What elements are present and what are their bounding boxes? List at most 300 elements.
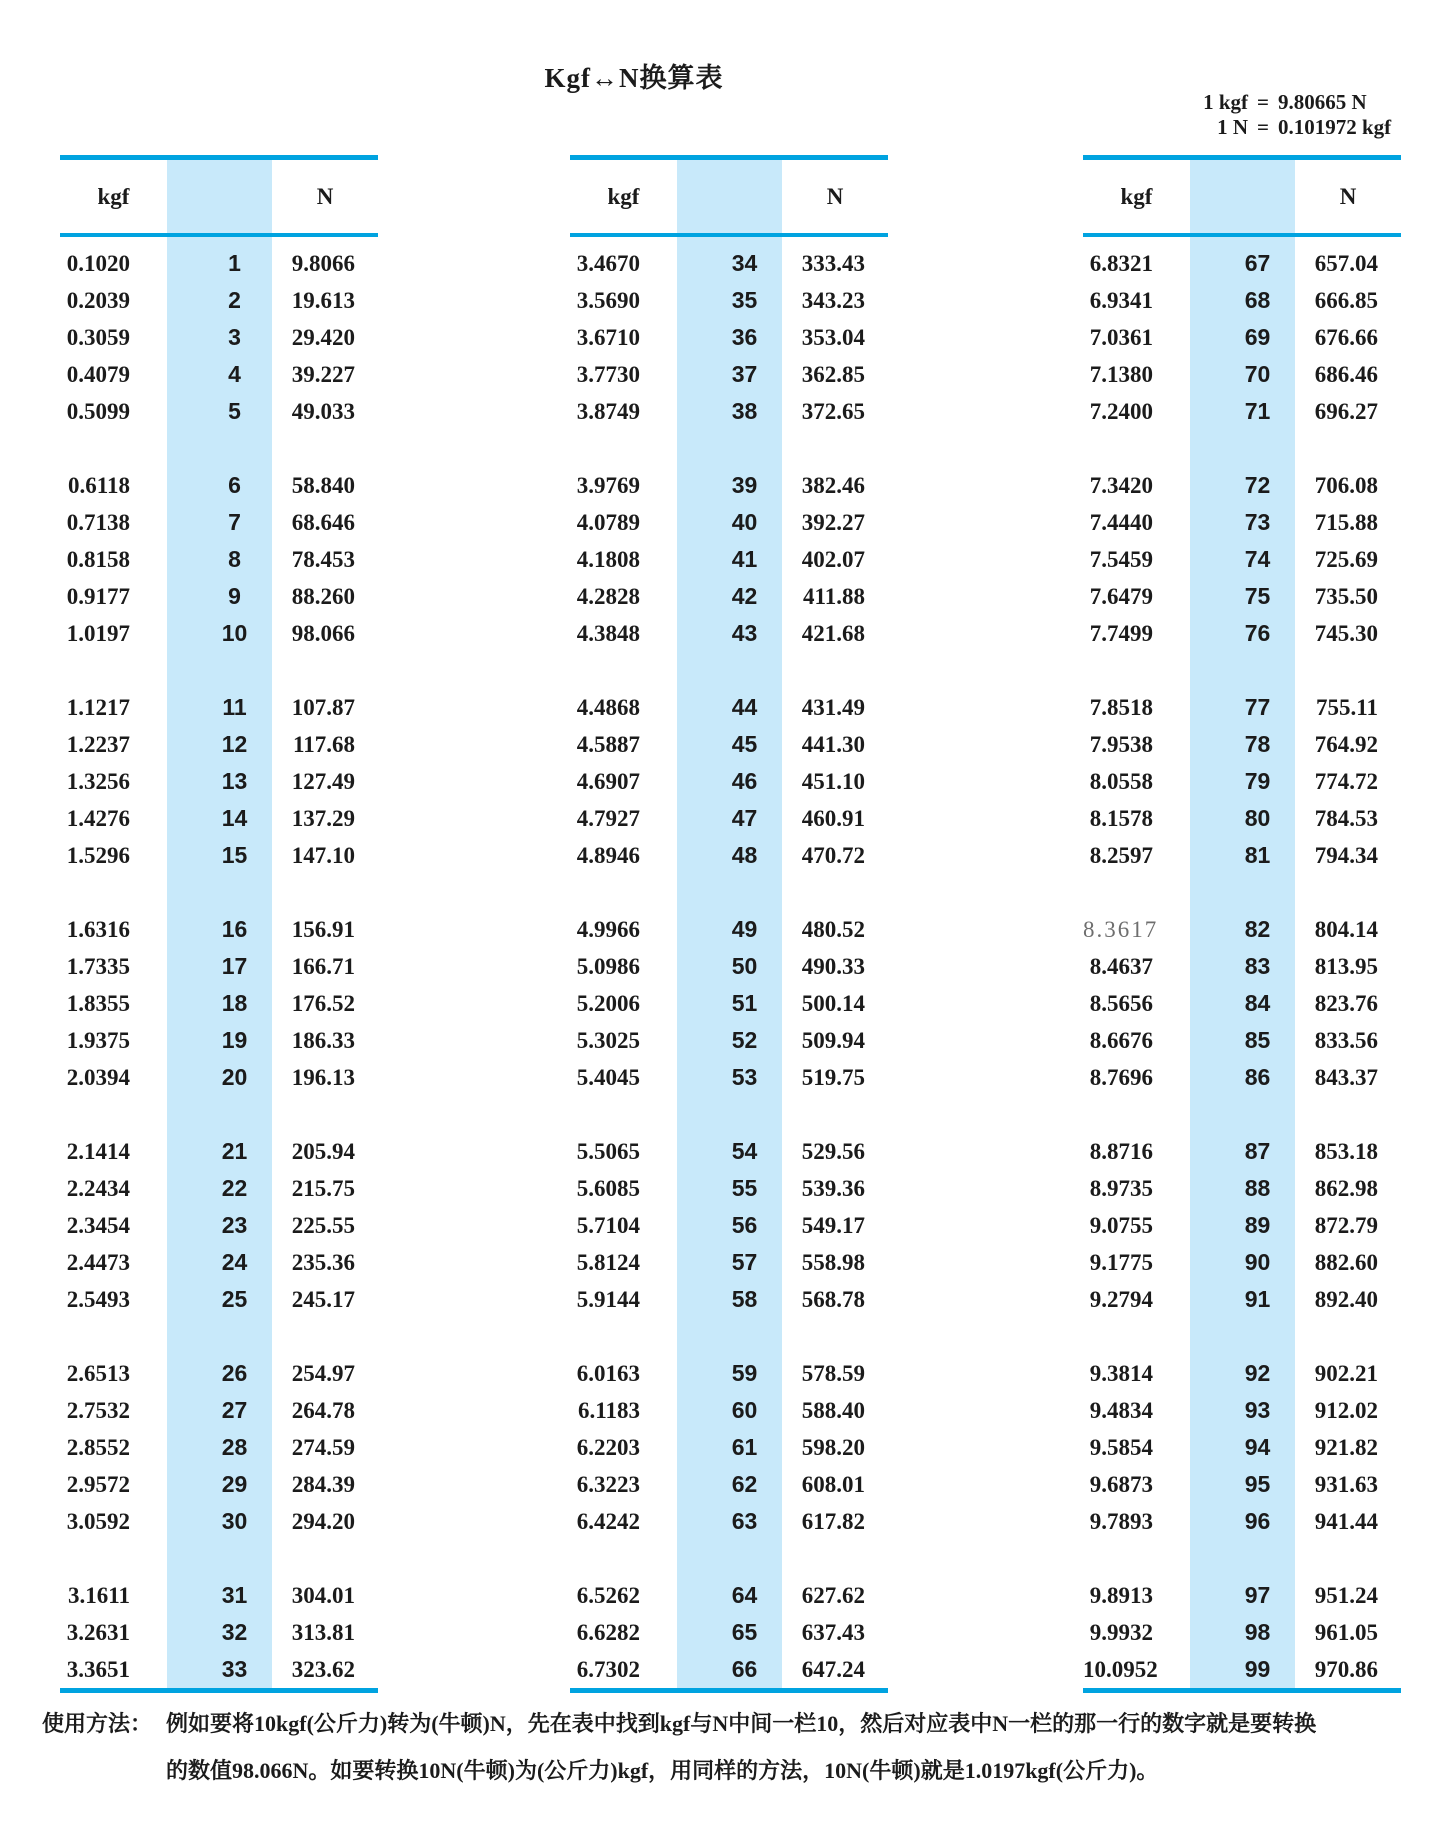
newton-value: 931.63 (1314, 1472, 1378, 1497)
table-row (1083, 1429, 1401, 1466)
newton-value: 823.76 (1314, 991, 1378, 1016)
newton-value: 912.02 (1314, 1398, 1378, 1423)
table-row (60, 1577, 378, 1614)
table-row (570, 1022, 888, 1059)
row-number: 3 (228, 324, 241, 350)
row-number: 62 (731, 1471, 758, 1497)
newton-value: 176.52 (291, 991, 355, 1016)
table-row (1083, 1022, 1401, 1059)
kgf-value: 8.8716 (1089, 1139, 1153, 1164)
newton-value: 686.46 (1314, 362, 1378, 387)
kgf-value: 7.4440 (1089, 510, 1153, 535)
row-number: 31 (221, 1582, 248, 1608)
row-number: 10 (221, 620, 248, 646)
row-number: 81 (1244, 842, 1271, 868)
table-row (570, 1577, 888, 1614)
newton-value: 68.646 (291, 510, 355, 535)
newton-value: 617.82 (801, 1509, 865, 1534)
row-number: 92 (1244, 1360, 1271, 1386)
kgf-value: 3.6710 (576, 325, 640, 350)
newton-value: 480.52 (801, 917, 865, 942)
kgf-value: 0.3059 (66, 325, 130, 350)
table-row (570, 837, 888, 874)
row-number: 36 (731, 324, 758, 350)
row-number: 75 (1244, 583, 1271, 609)
kgf-value: 1.5296 (66, 843, 130, 868)
table-row (1083, 1355, 1401, 1392)
kgf-value: 8.4637 (1089, 954, 1153, 979)
table-row (570, 985, 888, 1022)
row-number: 96 (1244, 1508, 1271, 1534)
row-number: 27 (221, 1397, 248, 1423)
newton-value: 813.95 (1314, 954, 1378, 979)
factor-lhs: 1 kgf (1203, 90, 1248, 114)
kgf-value: 1.3256 (66, 769, 130, 794)
table-row (1083, 1392, 1401, 1429)
kgf-value: 2.8552 (66, 1435, 130, 1460)
row-number: 43 (731, 620, 758, 646)
newton-value: 558.98 (801, 1250, 865, 1275)
newton-value: 519.75 (801, 1065, 865, 1090)
newton-value: 676.66 (1314, 325, 1378, 350)
row-number: 59 (731, 1360, 758, 1386)
newton-value: 353.04 (801, 325, 865, 350)
row-number: 98 (1244, 1619, 1271, 1645)
newton-value: 186.33 (291, 1028, 355, 1053)
table-row (60, 1392, 378, 1429)
table-row (570, 1281, 888, 1318)
table-row (1083, 578, 1401, 615)
page-title: Kgf↔N换算表 (544, 63, 724, 93)
row-number: 52 (731, 1027, 758, 1053)
conversion-table-2 (570, 155, 888, 1693)
row-number: 94 (1244, 1434, 1271, 1460)
row-number: 50 (731, 953, 758, 979)
table-row (570, 911, 888, 948)
newton-column-header: N (1339, 183, 1357, 209)
newton-value: 98.066 (291, 621, 355, 646)
conversion-factors (1186, 90, 1391, 140)
kgf-value: 6.8321 (1089, 251, 1153, 276)
kgf-value: 3.4670 (576, 251, 640, 276)
table-bottom-rule (60, 1688, 378, 1693)
table-row (60, 1281, 378, 1318)
newton-value: 58.840 (291, 473, 355, 498)
row-number: 39 (731, 472, 758, 498)
table-row (1083, 800, 1401, 837)
kgf-value: 9.9932 (1089, 1620, 1153, 1645)
newton-value: 696.27 (1314, 399, 1378, 424)
group-spacer (60, 1096, 378, 1133)
table-header (1083, 160, 1401, 233)
kgf-value: 7.3420 (1089, 473, 1153, 498)
table-row (1083, 1651, 1401, 1688)
kgf-value: 2.9572 (66, 1472, 130, 1497)
newton-value: 421.68 (801, 621, 865, 646)
newton-value: 833.56 (1314, 1028, 1378, 1053)
kgf-value: 9.3814 (1089, 1361, 1153, 1386)
kgf-value: 9.1775 (1089, 1250, 1153, 1275)
newton-value: 794.34 (1314, 843, 1378, 868)
table-row (1083, 948, 1401, 985)
kgf-value: 0.9177 (66, 584, 130, 609)
row-number: 29 (221, 1471, 248, 1497)
table-row (1083, 319, 1401, 356)
table-row (570, 1207, 888, 1244)
table-row (60, 1133, 378, 1170)
row-number: 97 (1244, 1582, 1271, 1608)
newton-value: 862.98 (1314, 1176, 1378, 1201)
kgf-value: 5.8124 (576, 1250, 640, 1275)
newton-value: 549.17 (801, 1213, 865, 1238)
newton-value: 88.260 (291, 584, 355, 609)
factor-lhs: 1 N (1217, 115, 1248, 139)
kgf-value: 8.3617 (1083, 917, 1159, 942)
row-number: 61 (731, 1434, 758, 1460)
row-number: 5 (228, 398, 241, 424)
kgf-value: 7.2400 (1089, 399, 1153, 424)
row-number: 71 (1244, 398, 1271, 424)
group-spacer (60, 1540, 378, 1577)
table-row (1083, 356, 1401, 393)
table-row (60, 1651, 378, 1688)
table-row (1083, 467, 1401, 504)
table-row (1083, 911, 1401, 948)
table-row (1083, 1577, 1401, 1614)
group-spacer (570, 1318, 888, 1355)
row-number: 56 (731, 1212, 758, 1238)
row-number: 55 (731, 1175, 758, 1201)
table-row (1083, 1207, 1401, 1244)
row-number: 33 (221, 1656, 248, 1682)
newton-value: 196.13 (291, 1065, 355, 1090)
newton-value: 117.68 (293, 732, 355, 757)
kgf-value: 0.4079 (66, 362, 130, 387)
table-row (570, 948, 888, 985)
row-number: 91 (1244, 1286, 1271, 1312)
kgf-value: 0.6118 (68, 473, 130, 498)
kgf-value: 6.4242 (576, 1509, 640, 1534)
table-row (570, 689, 888, 726)
row-number: 76 (1244, 620, 1271, 646)
newton-value: 166.71 (291, 954, 355, 979)
table-row (60, 282, 378, 319)
newton-value: 666.85 (1314, 288, 1378, 313)
usage-note-line: 例如要将10kgf(公斤力)转为(牛顿)N，先在表中找到kgf与N中间一栏10，然后对应表中N一栏的那一行的数字就是要转换 (166, 1711, 1317, 1736)
newton-value: 529.56 (801, 1139, 865, 1164)
table-row (1083, 504, 1401, 541)
newton-value: 735.50 (1314, 584, 1378, 609)
table-row (60, 763, 378, 800)
usage-note-line: 的数值98.066N。如要转换10N(牛顿)为(公斤力)kgf，用同样的方法，10N(牛顿)就是1.0197kgf(公斤力)。 (166, 1758, 1159, 1783)
table-row (570, 1466, 888, 1503)
newton-value: 274.59 (291, 1435, 355, 1460)
kgf-value: 2.0394 (66, 1065, 130, 1090)
newton-value: 137.29 (291, 806, 355, 831)
newton-value: 411.88 (803, 584, 865, 609)
kgf-value: 8.1578 (1089, 806, 1153, 831)
newton-value: 921.82 (1314, 1435, 1378, 1460)
table-row (1083, 1503, 1401, 1540)
kgf-value: 3.8749 (576, 399, 640, 424)
kgf-value: 6.5262 (576, 1583, 640, 1608)
table-row (60, 1466, 378, 1503)
row-number: 77 (1244, 694, 1271, 720)
newton-value: 254.97 (291, 1361, 355, 1386)
table-row (570, 763, 888, 800)
equals-sign: = (1257, 115, 1269, 139)
kgf-value: 5.0986 (576, 954, 640, 979)
row-number: 67 (1244, 250, 1271, 276)
newton-value: 323.62 (291, 1657, 355, 1682)
kgf-value: 3.5690 (576, 288, 640, 313)
kgf-value: 3.1611 (68, 1583, 130, 1608)
newton-value: 313.81 (291, 1620, 355, 1645)
table-row (1083, 1170, 1401, 1207)
newton-value: 333.43 (801, 251, 865, 276)
kgf-value: 9.5854 (1089, 1435, 1153, 1460)
row-number: 20 (221, 1064, 248, 1090)
row-number: 63 (731, 1508, 758, 1534)
table-row (570, 467, 888, 504)
row-number: 73 (1244, 509, 1271, 535)
row-number: 42 (731, 583, 758, 609)
kgf-value: 4.8946 (576, 843, 640, 868)
table-row (570, 1614, 888, 1651)
newton-value: 598.20 (801, 1435, 865, 1460)
table-row (570, 800, 888, 837)
kgf-value: 4.9966 (576, 917, 640, 942)
table-row (570, 1170, 888, 1207)
row-number: 78 (1244, 731, 1271, 757)
newton-value: 588.40 (801, 1398, 865, 1423)
table-row (570, 504, 888, 541)
group-spacer (60, 430, 378, 467)
newton-value: 490.33 (801, 954, 865, 979)
table-row (1083, 1059, 1401, 1096)
row-number: 58 (731, 1286, 758, 1312)
table-row (60, 578, 378, 615)
kgf-value: 4.1808 (576, 547, 640, 572)
newton-value: 9.8066 (291, 251, 355, 276)
row-number: 90 (1244, 1249, 1271, 1275)
row-number: 28 (221, 1434, 248, 1460)
newton-value: 107.87 (291, 695, 355, 720)
newton-value: 284.39 (291, 1472, 355, 1497)
newton-value: 951.24 (1314, 1583, 1378, 1608)
factor-rhs: 9.80665 N (1278, 90, 1367, 114)
kgf-value: 1.2237 (66, 732, 130, 757)
table-row (60, 504, 378, 541)
newton-value: 78.453 (291, 547, 355, 572)
newton-value: 578.59 (801, 1361, 865, 1386)
table-row (1083, 541, 1401, 578)
table-row (1083, 1281, 1401, 1318)
row-number: 80 (1244, 805, 1271, 831)
row-number: 23 (221, 1212, 248, 1238)
newton-value: 294.20 (291, 1509, 355, 1534)
newton-value: 539.36 (801, 1176, 865, 1201)
newton-value: 637.43 (801, 1620, 865, 1645)
row-number: 38 (731, 398, 758, 424)
table-row (60, 319, 378, 356)
usage-note (42, 1700, 1316, 1794)
kgf-value: 3.9769 (576, 473, 640, 498)
newton-value: 49.033 (291, 399, 355, 424)
newton-value: 509.94 (801, 1028, 865, 1053)
newton-value: 882.60 (1314, 1250, 1378, 1275)
kgf-value: 1.0197 (66, 621, 130, 646)
table-row (570, 319, 888, 356)
table-bottom-rule (1083, 1688, 1401, 1693)
table-row (570, 615, 888, 652)
kgf-value: 4.0789 (576, 510, 640, 535)
kgf-value: 8.2597 (1089, 843, 1153, 868)
newton-value: 627.62 (801, 1583, 865, 1608)
group-spacer (570, 874, 888, 911)
newton-value: 961.05 (1314, 1620, 1378, 1645)
kgf-column-header: kgf (97, 183, 130, 209)
conversion-table-3 (1083, 155, 1401, 1693)
kgf-value: 9.0755 (1089, 1213, 1153, 1238)
row-number: 2 (228, 287, 241, 313)
table-row (60, 726, 378, 763)
kgf-value: 9.8913 (1089, 1583, 1153, 1608)
table-body (570, 237, 888, 1688)
kgf-value: 9.4834 (1089, 1398, 1153, 1423)
newton-column-header: N (316, 183, 334, 209)
row-number: 68 (1244, 287, 1271, 313)
kgf-value: 7.8518 (1089, 695, 1153, 720)
table-row (570, 1133, 888, 1170)
newton-value: 451.10 (801, 769, 865, 794)
kgf-value: 5.7104 (576, 1213, 640, 1238)
group-spacer (1083, 1318, 1401, 1355)
table-row (60, 1355, 378, 1392)
newton-value: 39.227 (291, 362, 355, 387)
kgf-value: 0.5099 (66, 399, 130, 424)
row-number: 19 (221, 1027, 248, 1053)
group-spacer (60, 1318, 378, 1355)
table-row (570, 1651, 888, 1688)
row-number: 9 (228, 583, 241, 609)
newton-value: 343.23 (801, 288, 865, 313)
table-row (60, 1429, 378, 1466)
table-row (570, 245, 888, 282)
newton-value: 706.08 (1314, 473, 1378, 498)
newton-value: 29.420 (291, 325, 355, 350)
usage-note-label: 使用方法： (42, 1711, 153, 1736)
newton-value: 245.17 (291, 1287, 355, 1312)
table-row (570, 1503, 888, 1540)
kgf-value: 8.7696 (1089, 1065, 1153, 1090)
table-row (570, 1355, 888, 1392)
kgf-value: 1.7335 (66, 954, 130, 979)
row-number: 93 (1244, 1397, 1271, 1423)
kgf-value: 0.2039 (66, 288, 130, 313)
kgf-value: 5.4045 (576, 1065, 640, 1090)
table-row (1083, 837, 1401, 874)
table-row (60, 393, 378, 430)
kgf-value: 3.7730 (576, 362, 640, 387)
table-row (1083, 763, 1401, 800)
table-row (60, 1207, 378, 1244)
table-row (1083, 1466, 1401, 1503)
kgf-value: 5.5065 (576, 1139, 640, 1164)
group-spacer (60, 874, 378, 911)
row-number: 34 (731, 250, 758, 276)
kgf-value: 1.8355 (66, 991, 130, 1016)
row-number: 44 (731, 694, 758, 720)
row-number: 11 (222, 694, 247, 720)
row-number: 8 (228, 546, 241, 572)
table-row (570, 1244, 888, 1281)
row-number: 41 (731, 546, 758, 572)
table-row (60, 689, 378, 726)
kgf-value: 7.6479 (1089, 584, 1153, 609)
row-number: 13 (221, 768, 248, 794)
kgf-column-header: kgf (1120, 183, 1153, 209)
row-number: 16 (221, 916, 248, 942)
row-number: 47 (731, 805, 758, 831)
newton-value: 304.01 (291, 1583, 355, 1608)
kgf-value: 9.2794 (1089, 1287, 1153, 1312)
kgf-value: 0.7138 (66, 510, 130, 535)
kgf-value: 4.3848 (576, 621, 640, 646)
newton-value: 441.30 (801, 732, 865, 757)
group-spacer (570, 430, 888, 467)
newton-value: 568.78 (801, 1287, 865, 1312)
table-row (60, 245, 378, 282)
newton-value: 784.53 (1314, 806, 1378, 831)
table-row (570, 541, 888, 578)
kgf-value: 7.9538 (1089, 732, 1153, 757)
row-number: 30 (221, 1508, 248, 1534)
row-number: 26 (221, 1360, 248, 1386)
row-number: 32 (221, 1619, 248, 1645)
newton-value: 608.01 (801, 1472, 865, 1497)
newton-value: 372.65 (801, 399, 865, 424)
table-row (570, 393, 888, 430)
table-bottom-rule (570, 1688, 888, 1693)
kgf-value: 2.5493 (66, 1287, 130, 1312)
row-number: 66 (731, 1656, 758, 1682)
row-number: 7 (228, 509, 241, 535)
factor-rhs: 0.101972 kgf (1278, 115, 1392, 139)
table-row (1083, 245, 1401, 282)
group-spacer (1083, 430, 1401, 467)
row-number: 4 (228, 361, 241, 387)
kgf-value: 1.9375 (66, 1028, 130, 1053)
newton-value: 715.88 (1314, 510, 1378, 535)
kgf-value: 2.6513 (66, 1361, 130, 1386)
newton-value: 362.85 (801, 362, 865, 387)
table-row (570, 282, 888, 319)
kgf-value: 4.4868 (576, 695, 640, 720)
row-number: 85 (1244, 1027, 1271, 1053)
row-number: 88 (1244, 1175, 1271, 1201)
row-number: 89 (1244, 1212, 1271, 1238)
newton-value: 853.18 (1314, 1139, 1378, 1164)
usage-note-text (166, 1700, 1316, 1794)
row-number: 45 (731, 731, 758, 757)
kgf-value: 3.0592 (66, 1509, 130, 1534)
row-number: 87 (1244, 1138, 1271, 1164)
row-number: 72 (1244, 472, 1271, 498)
equals-sign: = (1257, 90, 1269, 114)
kgf-value: 8.5656 (1089, 991, 1153, 1016)
kgf-value: 4.2828 (576, 584, 640, 609)
